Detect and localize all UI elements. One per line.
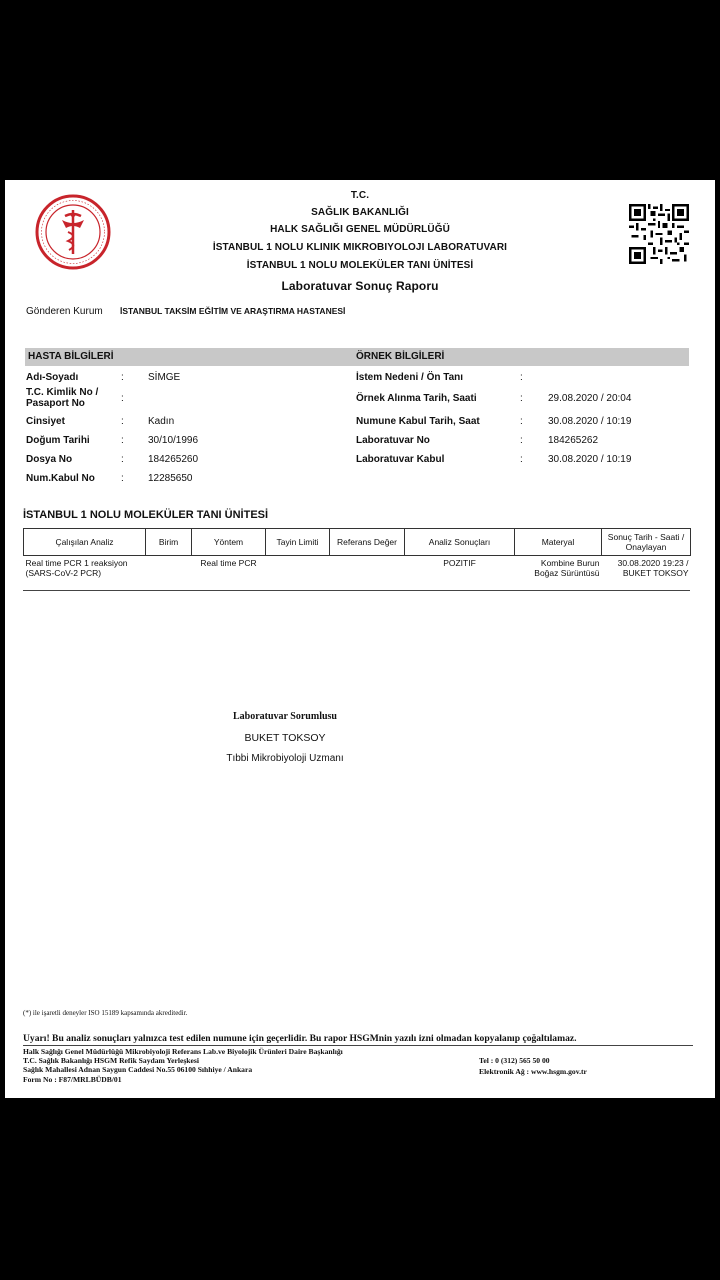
- results-table: [23, 528, 691, 580]
- info-header-band: [25, 348, 689, 366]
- cell-material: Kombine Burun Boğaz Sürüntüsü: [534, 558, 600, 578]
- header-unit: İSTANBUL 1 NOLU MOLEKÜLER TANI ÜNİTESİ: [246, 260, 474, 271]
- sample-received-label: Numune Kabul Tarih, Saat: [356, 416, 480, 427]
- col-method: Yöntem: [192, 529, 266, 556]
- sample-reason-label: İstem Nedeni / Ön Tanı: [356, 372, 464, 383]
- cell-result: POZITIF: [443, 558, 476, 568]
- accreditation-note: (*) ile işaretli deneyler ISO 15189 kapsamında akreditedir.: [23, 1009, 188, 1017]
- header-ministry: SAĞLIK BAKANLIĞI: [311, 207, 409, 218]
- patient-id-label: T.C. Kimlik No / Pasaport No: [26, 387, 99, 409]
- colon: :: [121, 454, 124, 465]
- warning-text: Uyarı! Bu analiz sonuçları yalnızca test edilen numune için geçerlidir. Bu rapor HSGMnin yazılı izni olmadan kopyalanıp çoğaltılamaz.: [23, 1033, 577, 1044]
- patient-name-value: SİMGE: [148, 372, 181, 383]
- lab-no-value: 184265262: [548, 435, 599, 446]
- patient-birthdate-label: Doğum Tarihi: [26, 435, 90, 446]
- colon: :: [121, 416, 124, 427]
- section-title: İSTANBUL 1 NOLU MOLEKÜLER TANI ÜNİTESİ: [23, 509, 269, 521]
- cell-limit: [266, 556, 330, 581]
- patient-file-label: Dosya No: [26, 454, 73, 465]
- signature-name: BUKET TOKSOY: [244, 732, 326, 744]
- header-directorate: HALK SAĞLIĞI GENEL MÜDÜRLÜĞÜ: [270, 224, 450, 235]
- colon: :: [520, 435, 523, 446]
- cell-analysis: Real time PCR 1 reaksiyon (SARS-CoV-2 PCR): [25, 558, 128, 578]
- footer-phone: Tel : 0 (312) 565 50 00: [479, 1056, 550, 1065]
- footer-line: Sağlık Mahallesi Adnan Saygun Caddesi No.55 06100 Sıhhiye / Ankara: [23, 1065, 253, 1074]
- colon: :: [520, 393, 523, 404]
- patient-info-heading: HASTA BİLGİLERİ: [28, 351, 114, 362]
- colon: :: [121, 435, 124, 446]
- divider: [23, 590, 690, 591]
- signature-title: Laboratuvar Sorumlusu: [232, 711, 337, 722]
- sample-taken-value: 29.08.2020 / 20:04: [548, 393, 632, 404]
- footer-line: T.C. Sağlık Bakanlığı HSGM Refik Saydam Yerleşkesi: [23, 1056, 199, 1065]
- lab-no-label: Laboratuvar No: [356, 435, 430, 446]
- col-result: Analiz Sonuçları: [405, 529, 515, 556]
- sample-info-heading: ÖRNEK BİLGİLERİ: [356, 351, 445, 362]
- divider: [23, 1045, 693, 1046]
- patient-gender-label: Cinsiyet: [26, 416, 65, 427]
- lab-accept-value: 30.08.2020 / 10:19: [548, 454, 632, 465]
- table-row: [24, 556, 691, 581]
- colon: :: [520, 416, 523, 427]
- lab-accept-label: Laboratuvar Kabul: [356, 454, 445, 465]
- sample-received-value: 30.08.2020 / 10:19: [548, 416, 632, 427]
- sender-value: İSTANBUL TAKSİM EĞİTİM VE ARAŞTIRMA HASTANESİ: [120, 306, 346, 316]
- cell-reference: [330, 556, 405, 581]
- patient-accept-value: 12285650: [148, 473, 193, 484]
- colon: :: [121, 393, 124, 404]
- col-unit: Birim: [146, 529, 192, 556]
- patient-gender-value: Kadın: [148, 416, 175, 427]
- col-analysis: Çalışılan Analiz: [24, 529, 146, 556]
- col-date-approver: Sonuç Tarih - Saati / Onaylayan: [602, 529, 691, 556]
- colon: :: [520, 372, 523, 383]
- footer-line: Halk Sağlığı Genel Müdürlüğü Mikrobiyoloji Referans Lab.ve Biyolojik Ürünleri Daire Başkanlığı: [23, 1047, 343, 1056]
- header-lab: İSTANBUL 1 NOLU KLINIK MIKROBIYOLOJI LABORATUVARI: [212, 242, 508, 253]
- patient-birthdate-value: 30/10/1996: [148, 435, 199, 446]
- report-page: [5, 180, 715, 1098]
- colon: :: [520, 454, 523, 465]
- patient-file-value: 184265260: [148, 454, 199, 465]
- report-title: Laboratuvar Sonuç Raporu: [281, 279, 439, 293]
- cell-unit: [146, 556, 192, 581]
- cell-date-approver: 30.08.2020 19:23 / BUKET TOKSOY: [617, 558, 689, 578]
- patient-accept-label: Num.Kabul No: [26, 473, 95, 484]
- col-limit: Tayin Limiti: [266, 529, 330, 556]
- colon: :: [121, 473, 124, 484]
- colon: :: [121, 372, 124, 383]
- header-tc: T.C.: [350, 190, 370, 201]
- form-no: Form No : F87/MRLBÜDB/01: [23, 1075, 122, 1084]
- signature-role: Tıbbi Mikrobiyoloji Uzmanı: [226, 753, 344, 764]
- footer-web: Elektronik Ağ : www.hsgm.gov.tr: [479, 1067, 587, 1076]
- sender-label: Gönderen Kurum: [26, 306, 103, 317]
- results-header-row: [24, 529, 691, 556]
- col-reference: Referans Değer: [330, 529, 405, 556]
- col-material: Materyal: [515, 529, 602, 556]
- cell-method: Real time PCR: [200, 558, 257, 568]
- sample-taken-label: Örnek Alınma Tarih, Saati: [356, 393, 477, 404]
- patient-name-label: Adı-Soyadı: [26, 372, 79, 383]
